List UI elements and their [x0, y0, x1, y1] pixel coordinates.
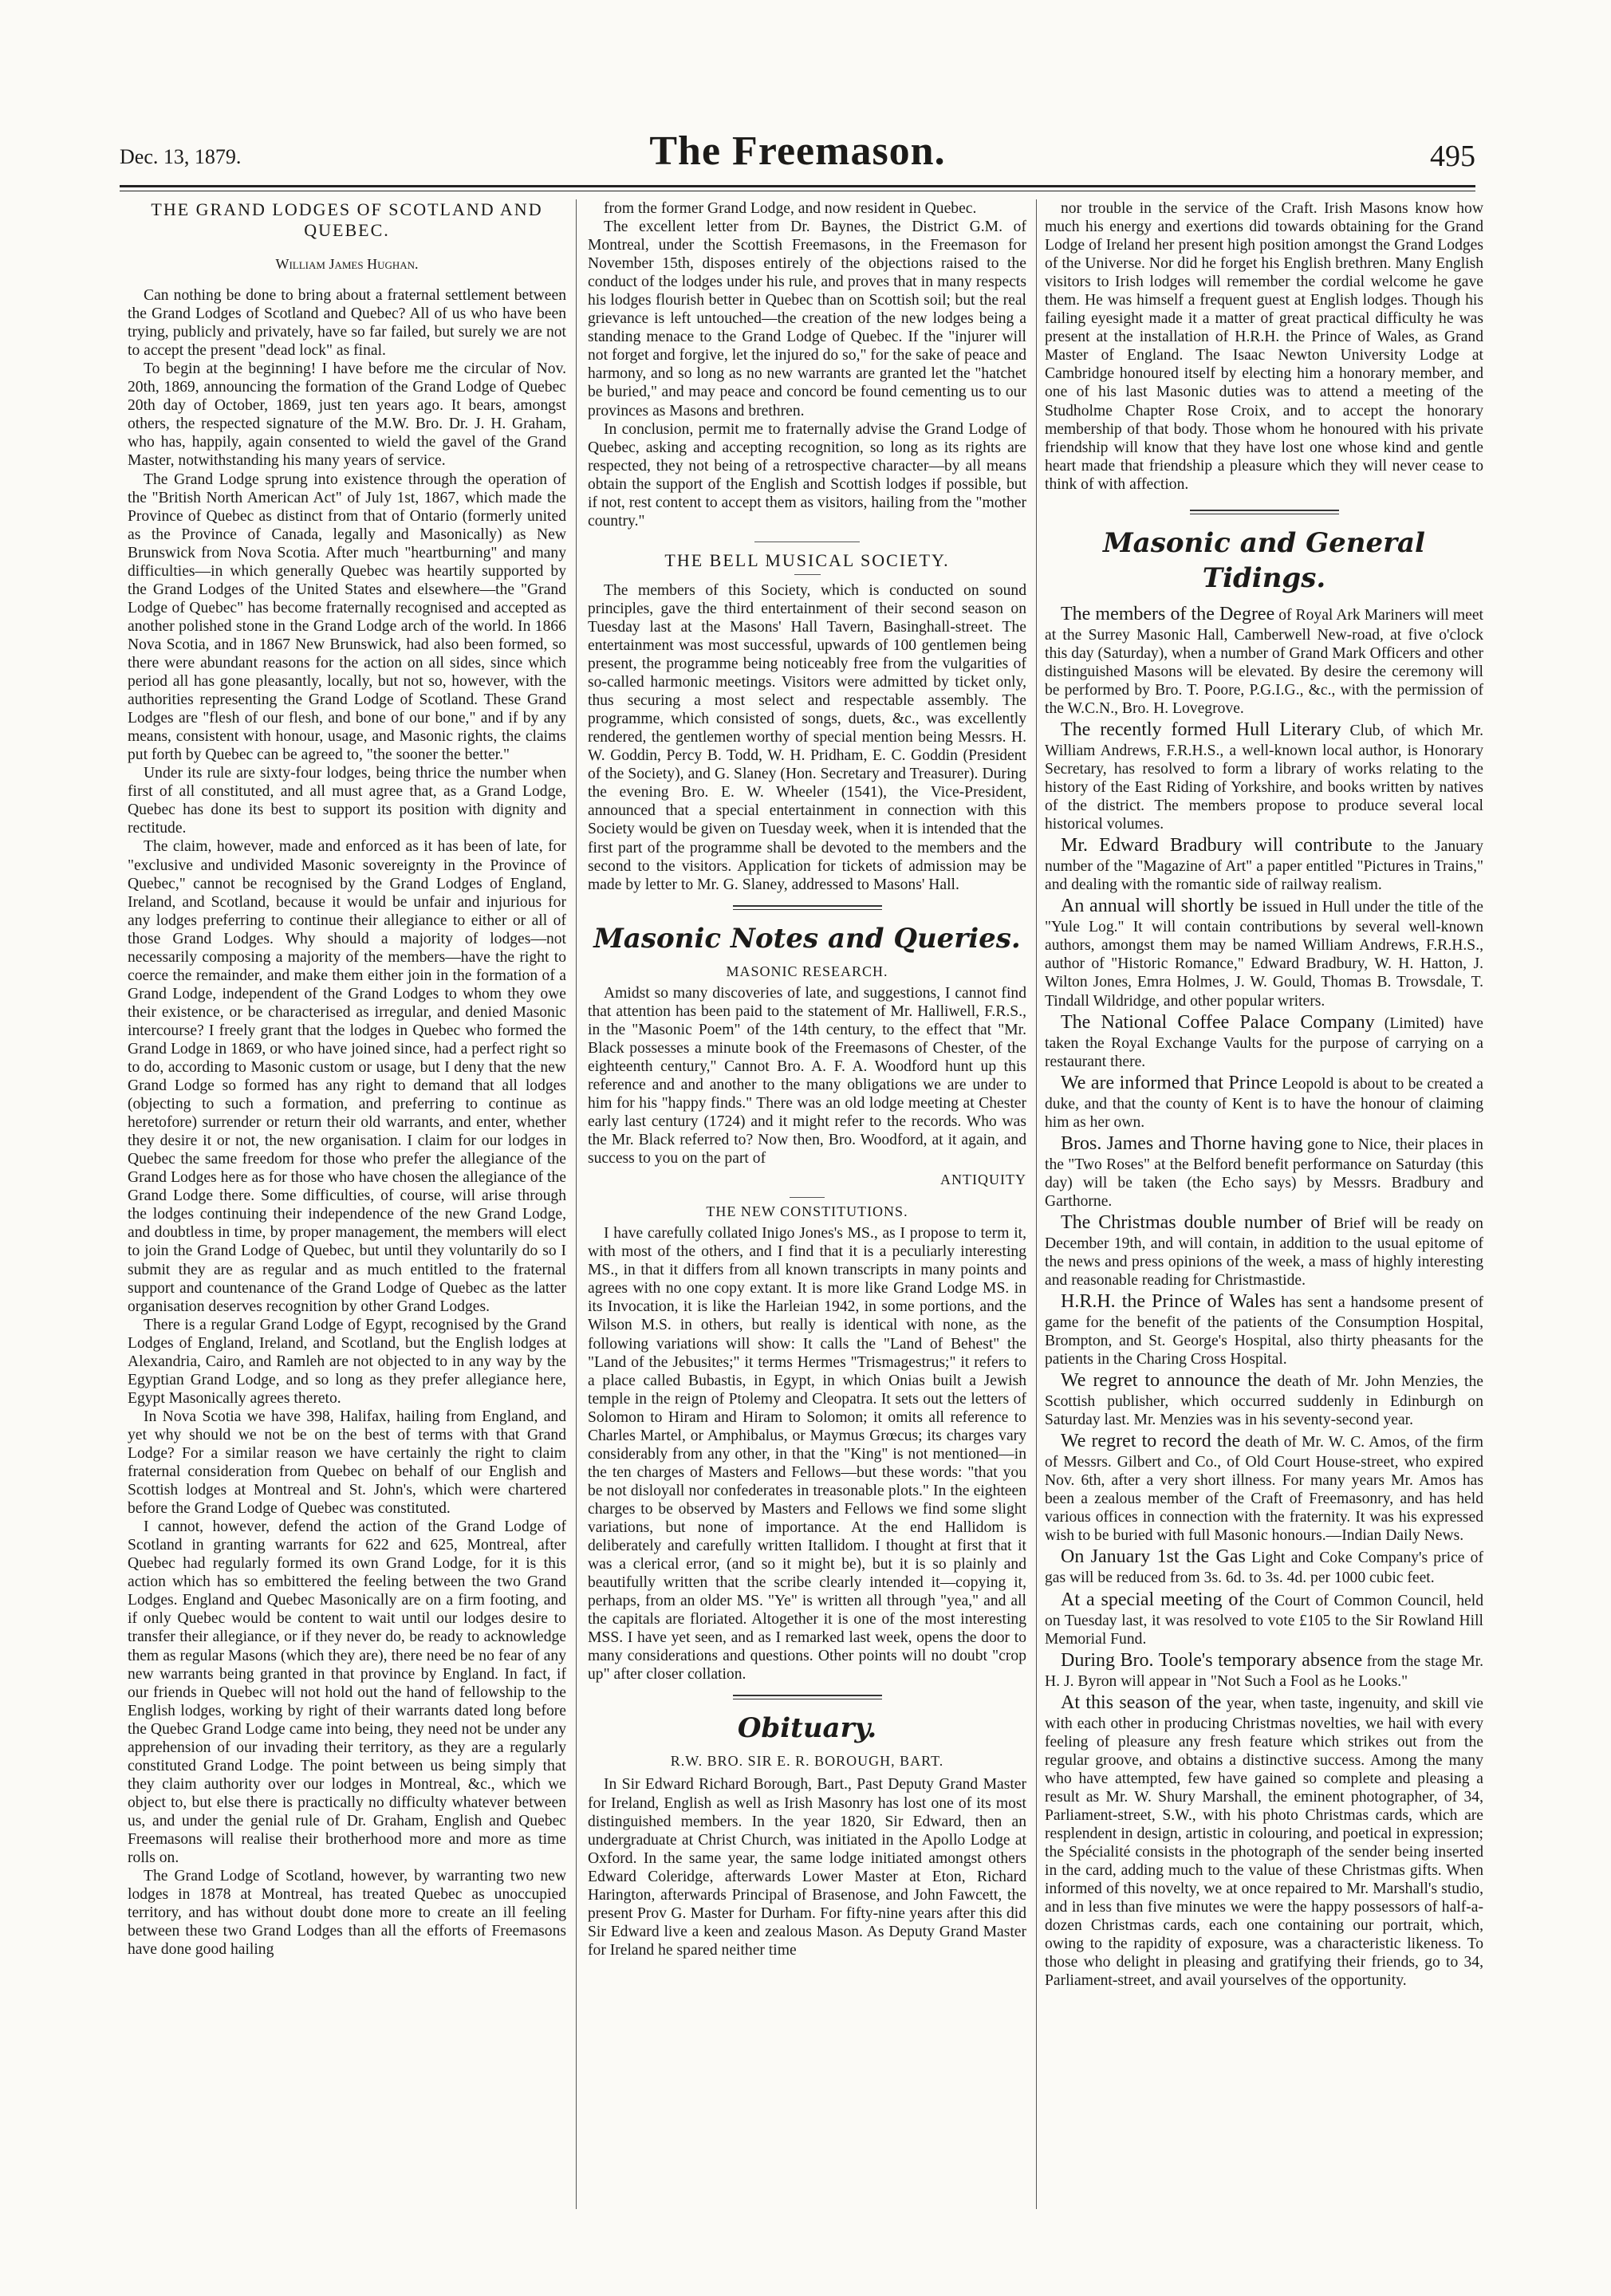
news-item-lead: An annual will shortly be: [1061, 896, 1258, 917]
news-item-lead: We regret to record the: [1061, 1431, 1241, 1452]
paragraph: There is a regular Grand Lodge of Egypt, recognised by the Grand Lodges of England, Ireland, and Scotland, but the English lodges at Alexandria, Cairo, and Ramleh are not objected to in any way by the Egyptian Grand Lodge, and so long as they prefer allegiance here, Egypt Masonically agrees thereto.: [128, 1316, 566, 1407]
tidings-body: [1045, 602, 1483, 1991]
news-item-lead: On January 1st the Gas: [1061, 1546, 1246, 1568]
obituary-body: [588, 1775, 1026, 1959]
tidings-heading: Masonic and General Tidings.: [1103, 526, 1425, 594]
paragraph: Under its rule are sixty-four lodges, being thrice the number when first of all constituted, and all must agree that, as a Grand Lodge, Quebec has done its best to support its position with dignity and rectitude.: [128, 765, 566, 837]
news-item: We are informed that Prince Leopold is about to be created a duke, and that the county of Kent is to have the honour of claiming him as her own.: [1045, 1072, 1483, 1131]
masthead-rule: [120, 185, 1475, 187]
news-item-lead: At this season of the: [1061, 1691, 1222, 1713]
paragraph: The members of this Society, which is conducted on sound principles, gave the third entertainment of their second season on Tuesday last at the Masons' Hall Tavern, Basinghall-street. The entertainment was most successful, upwards of 100 gentlemen being present, the programme being noticeably free from the vulgarities of so-called harmonic meetings. Visitors were admitted by ticket only, thus securing a most select and respectable assembly. The programme, which consisted of songs, duets, &c., was excellently rendered, the gentlemen worthy of special mention being Messrs. H. W. Goddin, Percy B. Todd, W. H. Pridham, E. C. Goddin (President of the Society), and G. Slaney (Hon. Secretary and Treasurer). During the evening Bro. E. W. Wheeler (1541), the Vice-President, announced that a special entertainment in connection with this Society would be given on Tuesday week, when it is intended that the first part of the programme shall be devoted to the members and the second to the visitors. Application for tickets of admission may be made by letter to Mr. G. Slaney, addressed to Masons' Hall.: [588, 581, 1026, 893]
paragraph: The excellent letter from Dr. Baynes, the District G.M. of Montreal, under the Scottish Freemasons, in the Freemason for November 15th, disposes entirely of the objections raised to the conduct of the lodges under his rule, and proves that in many respects his lodges flourish better in Quebec than on Scottish soil; but the real grievance is left untouched—the creation of the new lodges being a standing menace to the Grand Lodge of Quebec. If the "injurer will not forget and forgive, let the injured do so," for the sake of peace and harmony, and so long as no new warrants are granted let the "hatchet be buried," and may peace and concord be found cementing us to our provinces as Masons and brethren.: [588, 219, 1026, 419]
divider: [790, 1197, 825, 1198]
news-item: Mr. Edward Bradbury will contribute to the January number of the "Magazine of Art" a paper entitled "Pictures in Trains," and dealing with the romantic side of railway realism.: [1045, 835, 1483, 894]
news-item: The recently formed Hull Literary Club, of which Mr. William Andrews, F.R.H.S., a well-known local author, is Honorary Secretary, has resolved to form a library of works relating to the history of the East Riding of Yorkshire, and books written by natives of the district. The members propose to produce several local historical volumes.: [1045, 719, 1483, 833]
bell-society-body: [588, 581, 1026, 894]
news-item: On January 1st the Gas Light and Coke Company's price of gas will be reduced from 3s. 6d. to 3s. 4d. per 1000 cubic feet.: [1045, 1546, 1483, 1587]
paragraph: The Grand Lodge of Scotland, however, by warranting two new lodges in 1878 at Montreal, has treated Quebec as unoccupied territory, and has without doubt done more to create an ill feeling between these two Grand Lodges than all the efforts of Freemasons have done good hailing: [128, 1868, 566, 1959]
masthead: [120, 128, 1475, 183]
paragraph: I have carefully collated Inigo Jones's MS., as I propose to term it, with most of the others, and I find that it is a peculiarly interesting MS., in that it differs from all known transcripts in many points and agrees with no one copy extant. It is more like Grand Lodge MS. in its Invocation, it is like the Harleian 1942, in some portions, and the Wilson M.S. in others, but really is identical with none, as the following variations will show: It calls the "Land of Behest" the "Land of the Jebusites;" it terms Hermes "Trismagestrus;" it refers to a place called Bubastis, in Egypt, in which Onias built a Jewish temple in the reign of Ptolemy and Cleopatra. It sets out the letters of Solomon to Hiram and Hiram to Solomon; it omits all reference to Charles Martel, or Amphibalus, or Maymus Grœcus; its charges vary considerably from any other, in that the "King" is not mentioned—in the ten charges of Masters and Fellows—but these words: "that you be not disloyall nor confederates in treasonable plots." In the eighteen charges to be observed by Masters and Fellows we find some slight variations, but none of importance. At the end Hallidom is deliberately and carefully written Itallidom. I thought at first that it was a clerical error, (and so it might be), but it is so plainly and beautifully written that the scribe clearly intended it—copying it, perhaps, from an older MS. "Ye" is written all through "yea," and all the capitals are floriated. Altogether it is one of the most interesting MSS. I have yet seen, and as I remarked last week, opens the door to many considerations and questions. Other points will no doubt "crop up" after closer collation.: [588, 1225, 1026, 1684]
news-item-lead: H.R.H. the Prince of Wales: [1061, 1291, 1276, 1313]
news-item: The National Coffee Palace Company (Limited) have taken the Royal Exchange Vaults for the purpose of carrying on a restaurant there.: [1045, 1011, 1483, 1070]
news-item-lead: We are informed that Prince: [1061, 1072, 1278, 1093]
paragraph: In conclusion, permit me to fraternally advise the Grand Lodge of Quebec, asking and accepting recognition, so long as its rights are respected, they not being of a retrospective character—by all means obtain the support of the English and Scottish lodges if possible, but if not, rest content to accept them as visitors, hailing from the "mother country.": [588, 420, 1026, 530]
news-item: The Christmas double number of Brief will be ready on December 19th, and will contain, in addition to the usual epitome of the news and press opinions of the week, a mass of highly interesting and reasonable reading for Christmastide.: [1045, 1211, 1483, 1289]
news-item-lead: The Christmas double number of: [1061, 1211, 1327, 1233]
divider: [1190, 510, 1339, 511]
paragraph: Amidst so many discoveries of late, and suggestions, I cannot find that attention has been paid to the statement of Mr. Halliwell, F.R.S., in the "Masonic Poem" of the 14th century, to the effect that "Mr. Black possesses a minute book of the Freemasons of Chester, of the eighteenth century," Cannot Bro. A. F. A. Woodford hunt up this reference and and another to the many obligations we are under to him for his "happy finds." There was an old lodge meeting at Chester early last century (1724) and it might refer to the records. Who was the Mr. Black referred to? Now then, Bro. Woodford, at it again, and success to you on the part of: [588, 984, 1026, 1168]
issue-date: Dec. 13, 1879.: [120, 145, 242, 168]
article-title: THE GRAND LODGES OF SCOTLAND AND QUEBEC.: [151, 199, 543, 240]
article-byline: William James Hughan.: [275, 256, 419, 272]
paragraph: The Grand Lodge sprung into existence through the operation of the "British North American Act" of July 1st, 1867, which made the Province of Quebec as distinct from that of Ontario (formerly united as the Province of Canada, legally and Masonically) as New Brunswick from Nova Scotia. After much "heartburning" and many difficulties—in which generally Quebec was heartily supported by the Grand Lodges of the United States and elsewhere—the "Grand Lodge of Quebec" has become fraternally recognised and accepted as another polished stone in the Grand Lodge arch of the world. In 1866 Nova Scotia, and in 1867 New Brunswick, had also been formed, so there were abundant reasons for the action on all sides, since which period all has gone pleasantly, locally, but not so, however, with the authorities representing the Grand Lodge of Scotland. These Grand Lodges are "flesh of our flesh, and bone of our bone," and if by any means, consistent with honour, usage, and Masonic rights, the claims put forth by Quebec can be agreed to, "the sooner the better.": [128, 471, 566, 764]
newspaper-title: The Freemason.: [649, 128, 946, 174]
column-3: [1045, 199, 1483, 2273]
news-item: An annual will shortly be issued in Hull under the title of the "Yule Log." It will contain contributions by several well-known authors, amongst them may be named William Andrews, F.R.H.S., author of "Historic Romance," Edward Bradbury, W. H. Hatton, J. Wilton Jones, Emra Holmes, J. W. Gould, Thomas B. Trowsdale, T. Tindall Wildridge, and other popular writers.: [1045, 896, 1483, 1010]
news-item: H.R.H. the Prince of Wales has sent a handsome present of game for the benefit of the patients of the Consumption Hospital, Brompton, and St. George's Hospital, also thirty pheasants for the patients in the Charing Cross Hospital.: [1045, 1291, 1483, 1369]
column-divider: [576, 199, 577, 2209]
paragraph: from the former Grand Lodge, and now resident in Quebec.: [604, 200, 977, 217]
paragraph: To begin at the beginning! I have before me the circular of Nov. 20th, 1869, announcing the formation of the Grand Lodge of Quebec 20th day of October, 1869, just ten years ago. It bears, amongst others, the respected signature of the M.W. Bro. Dr. J. H. Graham, who has, happily, again consented to wield the gavel of the Grand Master, notwithstanding his many years of service.: [128, 360, 566, 470]
divider: [733, 905, 882, 907]
news-item-lead: We regret to announce the: [1061, 1370, 1271, 1392]
bell-society-title: THE BELL MUSICAL SOCIETY.: [664, 549, 950, 570]
divider: [794, 574, 821, 575]
news-item: At this season of the year, when taste, ingenuity, and skill vie with each other in producing Christmas novelties, we hail with every feeling of pleasure any fresh feature which strikes out from the regular groove, and obtains a distinctive success. Among the many who have attempted, few have gained so complete and pleasing a result as Mr. W. Shury Marshall, the eminent photographer, of 34, Parliament-street, S.W., with his photo Christmas cards, which are resplendent in design, artistic in colouring, and poetical in expression; the Spécialité consists in the photograph of the sender being inserted in the card, adding much to the value of these Christmas gifts. When informed of this novelty, we at once repaired to Mr. Marshall's studio, and in less than five minutes we were the happy possessors of half-a-dozen Christmas cards, each one containing our portrait, which, owing to the rapidity of exposure, was a characteristic likeness. To those who delight in pleasing and gratifying their friends, go to 34, Parliament-street, and avail yourselves of the opportunity.: [1045, 1691, 1483, 1990]
column-2: [588, 199, 1026, 2273]
news-item-lead: The members of the Degree: [1061, 603, 1275, 624]
notes-queries-heading: Masonic Notes and Queries.: [593, 922, 1021, 955]
paragraph: In Sir Edward Richard Borough, Bart., Past Deputy Grand Master for Ireland, English as well as Irish Masonry has lost one of its most distinguished members. In the year 1820, Sir Edward, then an undergraduate at Christ Church, was initiated in the Apollo Lodge at Oxford. In the same year, the same lodge initiated amongst others Edward Coleridge, afterwards Lower Master at Eton, Richard Harington, afterwards Principal of Brasenose, and John Fawcett, the present Prov G. Master for Durham. For fifty-nine years after this did Sir Edward live a keen and zealous Mason. As Deputy Grand Master for Ireland he spared neither time: [588, 1776, 1026, 1959]
paragraph: In Nova Scotia we have 398, Halifax, hailing from England, and yet why should we not be on the best of terms with that Grand Lodge? For a similar reason we have certainly the right to claim fraternal consideration from Quebec on behalf of our English and Scottish lodges at Montreal and St. John's, which were chartered before the Grand Lodge of Quebec was constituted.: [128, 1408, 566, 1518]
news-item-lead: Mr. Edward Bradbury will contribute: [1061, 835, 1373, 857]
divider: [733, 1695, 882, 1696]
news-item-lead: The recently formed Hull Literary: [1061, 719, 1341, 740]
news-item: The members of the Degree of Royal Ark Mariners will meet at the Surrey Masonic Hall, Camberwell New-road, at five o'clock this day (Saturday), when a number of Grand Mark Officers and other distinguished Masons will be elevated. By desire the ceremony will be performed by Bro. T. Poore, P.G.I.G., &c., with the permission of the W.C.N., Bro. H. Lovegrove.: [1045, 603, 1483, 717]
news-item: During Bro. Toole's temporary absence from the stage Mr. H. J. Byron will appear in "Not Such a Fool as he Looks.": [1045, 1649, 1483, 1690]
constitutions-title: THE NEW CONSTITUTIONS.: [706, 1203, 908, 1220]
news-item-lead: The National Coffee Palace Company: [1061, 1011, 1375, 1033]
column-divider: [1036, 199, 1037, 2209]
constitutions-body: [588, 1224, 1026, 1684]
masonic-research-body: [588, 984, 1026, 1168]
article-continuation: [588, 199, 1026, 530]
news-item-lead: At a special meeting of: [1061, 1589, 1245, 1610]
obituary-subtitle: R.W. BRO. SIR E. R. BOROUGH, BART.: [670, 1753, 944, 1770]
news-item: Bros. James and Thorne having gone to Nice, their places in the "Two Roses" at the Belford benefit performance on Saturday (this day) will be taken (the Echo says) by Messrs. Bradbury and Garthorne.: [1045, 1132, 1483, 1210]
divider: [733, 909, 882, 910]
obituary-heading: Obituary.: [737, 1712, 877, 1745]
paragraph: nor trouble in the service of the Craft. Irish Masons know how much his energy and exertions did towards obtaining for the Grand Lodge of Ireland her present high position amongst the Grand Lodges of the Universe. Nor did he forget his English brethren. Many English visitors to Irish lodges will remember the cordial welcome he gave them. He was himself a frequent guest at English lodges. Though his failing eyesight made it a matter of great practical difficulty he was present at the installation of H.R.H. the Prince of Wales, as Grand Master of England. The Isaac Newton University Lodge at Cambridge honoured itself by electing him a honorary member, and one of his last Masonic duties was to attend a meeting of the Studholme Chapter Rose Croix, and to accept the honorary membership of that body. Those whom he honoured with his private friendship will know that they have lost one whose kind and gentle heart made that friendship a pleasure which they will never cease to think of with affection.: [1045, 200, 1483, 493]
news-item-lead: Bros. James and Thorne having: [1061, 1132, 1303, 1154]
obituary-continuation: [1045, 199, 1483, 494]
news-item: At a special meeting of the Court of Common Council, held on Tuesday last, it was resolved to vote £105 to the Sir Rowland Hill Memorial Fund.: [1045, 1589, 1483, 1648]
article-body: [128, 286, 566, 1959]
paragraph: Can nothing be done to bring about a fraternal settlement between the Grand Lodges of Scotland and Quebec? All of us who have been trying, publicly and privately, have so far failed, but surely we are not to accept the present "dead lock" as final.: [128, 287, 566, 360]
column-1: [128, 199, 566, 2273]
paragraph: The claim, however, made and enforced as it has been of late, for "exclusive and undivided Masonic sovereignty in the Province of Quebec," cannot be recognised by the Grand Lodges of England, Ireland, and Scotland, because it would be unfair and injurious for any lodges preferring to continue their allegiance to either or all of those Grand Lodges. Why should a majority of lodges—not necessarily composing a majority of the members—have the right to coerce the remainder, and make them either join in the formation of a Grand Lodge, independent of the Grand Lodges to whom they owe their existence, or be characterised as irregular, and denied Masonic intercourse? I freely grant that the lodges in Quebec who formed the Grand Lodge in 1869, or who have joined since, had a perfect right so to do, according to Masonic custom or usage, but I deny that the new Grand Lodge so formed has any right to demand that all lodges (objecting to such a formation, and preferring to continue as heretofore) surrender or return their old warrants, and enter, whether they desire it or not, the new organisation. I claim for our lodges in Quebec the same freedom for those who prefer the allegiance of the Grand Lodges here as for those who have chosen the allegiance of the Grand Lodge there. Some difficulties, of course, will arise through the lodges continuing their independence of the new Grand Lodge, and doubtless in time, by proper management, the members will elect to join the Grand Lodge of Quebec, but until they voluntarily do so I submit they are as regular and as much entitled to the fraternal support and countenance of the Grand Lodge of Quebec as the latter organisation deserves recognition by other Grand Lodges.: [128, 838, 566, 1315]
page-number: 495: [1430, 140, 1475, 173]
news-item-lead: During Bro. Toole's temporary absence: [1061, 1649, 1363, 1671]
paragraph: I cannot, however, defend the action of the Grand Lodge of Scotland in granting warrants for 622 and 625, Montreal, after Quebec had regularly formed its own Grand Lodge, for it is this action which has so embittered the feeling between the two Grand Lodges. England and Quebec Masonically are on a firm footing, and if only Quebec would be content to wait until our lodges desire to transfer their allegiance, or if they never do, be ready to acknowledge them as regular Masons (which they are), there need be no fear of any new warrants being granted in that province by England. In fact, if our friends in Quebec will not hold out the hand of fellowship to the English lodges, working by right of their warrants dated long before the Quebec Grand Lodge came into being, they need not be under any apprehension of our invading their territory, as they are a regularly constituted Grand Lodge. The point between us being simply that they claim authority over our lodges in Montreal, &c., which we object to, but else there is practically no difficulty whatever between us, and under the genial rule of Dr. Graham, English and Quebec Freemasons will realise their brotherhood more and more as time rolls on.: [128, 1518, 566, 1867]
news-item: We regret to announce the death of Mr. John Menzies, the Scottish publisher, which occurred suddenly in Edinburgh on Saturday last. Mr. Menzies was in his seventy-second year.: [1045, 1370, 1483, 1429]
news-item: We regret to record the death of Mr. W. C. Amos, of the firm of Messrs. Gilbert and Co., of Old Court House-street, who expired Nov. 6th, after a very short illness. For many years Mr. Amos has been a zealous member of the Craft of Freemasonry, and has held various offices in connection with the fraternity. It was his expressed wish to be buried with full Masonic honours.—Indian Daily News.: [1045, 1431, 1483, 1545]
signature: ANTIQUITY: [940, 1172, 1026, 1188]
masonic-research-title: MASONIC RESEARCH.: [726, 963, 888, 979]
